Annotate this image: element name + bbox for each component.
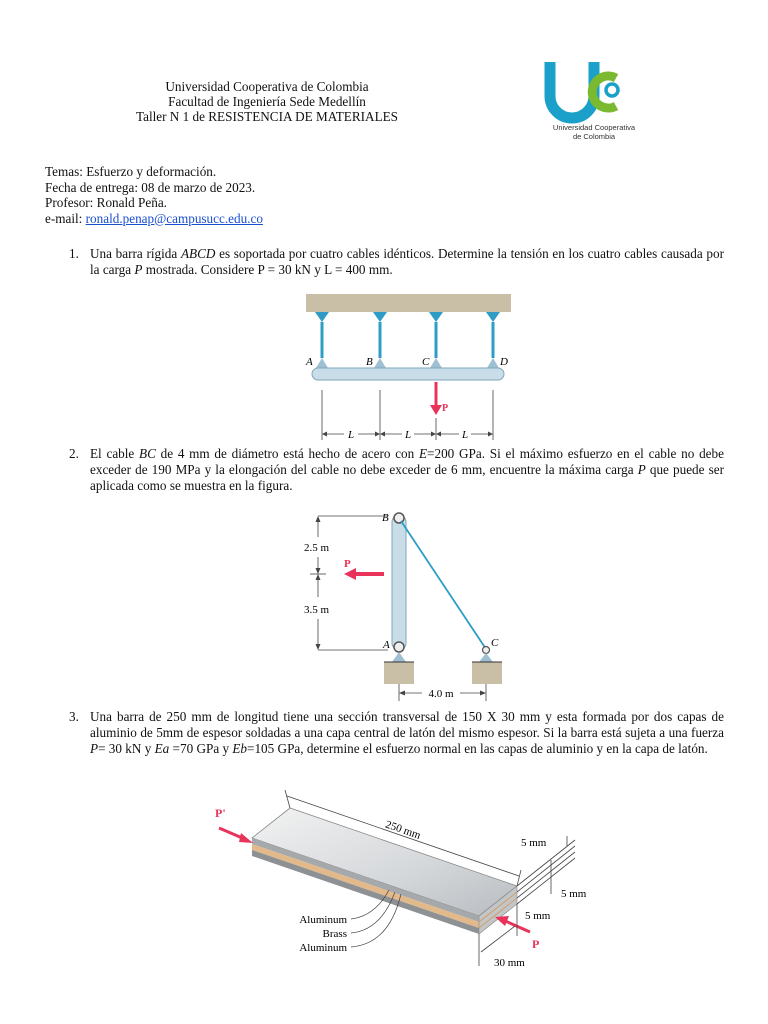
figure-3-layered-bar [205,786,605,976]
logo-text-line1: Universidad Cooperativa [552,123,636,132]
vertical-dimension-lines [310,516,388,650]
load-label-left: P' [215,806,226,820]
dim-2-5m: 2.5 m [304,542,330,554]
course-title: Taller N 1 de RESISTENCIA DE MATERIALES [135,108,399,124]
dim-30mm: 30 mm [494,957,525,969]
problem-2: 2. El cable BC de 4 mm de diámetro está hecho de acero con E=200 GPa. Si el máximo esfuerzo en el cable no debe exceder de 190 MPa y la elongación del cable no debe exceder de 6 mm, encuentre la máxima carga P que puede ser aplicada como se muestra en la figura. [69,446,724,493]
figure-1-rigid-bar [300,292,520,442]
email-line [45,211,263,227]
dim-250mm: 250 mm [383,818,423,842]
topics-line: Temas: Esfuerzo y deformación. [45,164,217,179]
cable-end-triangles [316,358,499,368]
load-label: P [344,558,351,570]
label-brass: Brass [322,928,347,940]
figure-2-cable-post [300,507,520,703]
cables [322,322,493,358]
assignment-info [45,164,263,226]
load-label: P [442,403,449,414]
label-B: B [382,512,389,524]
ceiling-supports [315,312,500,322]
label-C: C [422,356,430,368]
professor-line: Profesor: Ronald Peña. [45,195,167,210]
problem-3: 3. Una barra de 250 mm de longitud tiene una sección transversal de 150 X 30 mm y esta formada por dos capas de aluminio de 5mm de espesor soldadas a una capa central de latón del mismo espesor. Si la barra está sujeta a una fuerza P= 30 kN y Ea =70 GPa y Eb=105 GPa, determine el esfuerzo normal en las capas de aluminio y en la capa de latón. [69,709,724,756]
problem-number: 2. [69,446,79,461]
load-label-right: P [532,937,540,951]
support-A [392,652,406,662]
ground-C [472,662,502,684]
problem-number: 1. [69,246,79,261]
dim-4-0m: 4.0 m [428,688,454,700]
label-aluminum-top: Aluminum [299,914,347,926]
logo-text-line2: de Colombia [572,132,616,141]
dim-L-1: L [347,429,355,441]
ceiling [306,294,511,312]
university-logo [538,56,650,146]
load-arrow-right-head [495,916,509,926]
pin-B [394,513,404,523]
label-A: A [306,356,313,368]
dim-L-3: L [461,429,469,441]
due-date-line: Fecha de entrega: 08 de marzo de 2023. [45,179,256,195]
problem-number: 3. [69,709,79,724]
load-arrow-left-head [239,833,253,843]
dim-5mm-c: 5 mm [525,910,551,922]
load-arrow-head [430,405,442,415]
document-header [0,80,534,124]
support-C [479,653,493,662]
label-A: A [383,639,390,651]
problem-1: 1. Una barra rígida ABCD es soportada por cuatro cables idénticos. Determine la tensión en los cuatro cables causada por la carga P mostrada. Considere P = 30 kN y L = 400 mm. [69,246,724,277]
dim-L-2: L [404,429,412,441]
label-C: C [491,637,499,649]
email-link[interactable]: ronald.penap@campusucc.edu.co [85,210,263,226]
rigid-bar [312,368,504,380]
university-name: Universidad Cooperativa de Colombia [165,79,369,94]
ground-A [384,662,414,684]
pin-C [483,647,490,654]
dim-3-5m: 3.5 m [304,604,330,616]
cable-BC [401,521,486,649]
label-aluminum-bottom: Aluminum [299,942,347,954]
pin-A [394,642,404,652]
dim-5mm-b: 5 mm [561,888,587,900]
dim-5mm-a: 5 mm [521,837,547,849]
label-B: B [366,356,373,368]
label-D: D [500,356,508,368]
post [392,515,406,650]
email-label: e-mail: [45,210,86,226]
faculty-name: Facultad de Ingeniería Sede Medellín [168,93,366,109]
